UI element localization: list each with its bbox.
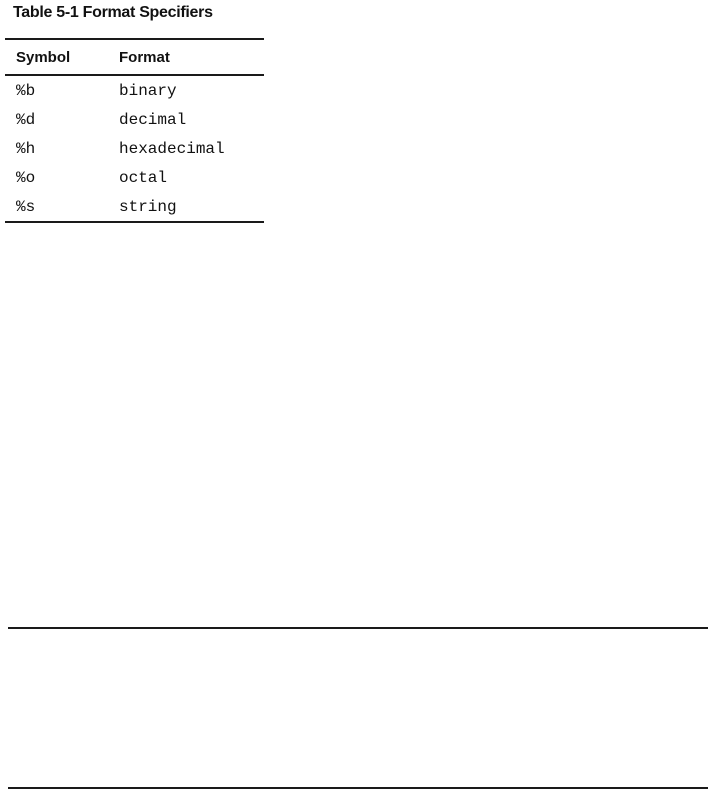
- table-title: Table 5-1 Format Specifiers: [13, 4, 213, 21]
- table-row: [5, 134, 264, 163]
- format-cell: decimal: [119, 110, 187, 129]
- table-header-row: [5, 39, 264, 75]
- horizontal-divider-upper: [8, 627, 708, 629]
- format-cell: hexadecimal: [119, 139, 225, 158]
- symbol-cell: %d: [16, 110, 36, 129]
- symbol-cell: %s: [16, 197, 36, 216]
- format-cell: string: [119, 197, 177, 216]
- format-cell: octal: [119, 168, 168, 187]
- table-row: [5, 75, 264, 105]
- header-symbol: Symbol: [5, 39, 119, 75]
- symbol-cell: %b: [16, 81, 36, 100]
- table-row: [5, 192, 264, 222]
- symbol-cell: %h: [16, 139, 36, 158]
- format-cell: binary: [119, 81, 177, 100]
- header-format: Format: [119, 39, 264, 75]
- horizontal-divider-lower: [8, 787, 708, 789]
- symbol-cell: %o: [16, 168, 36, 187]
- format-specifiers-table: [5, 38, 264, 223]
- table-row: [5, 105, 264, 134]
- table-row: [5, 163, 264, 192]
